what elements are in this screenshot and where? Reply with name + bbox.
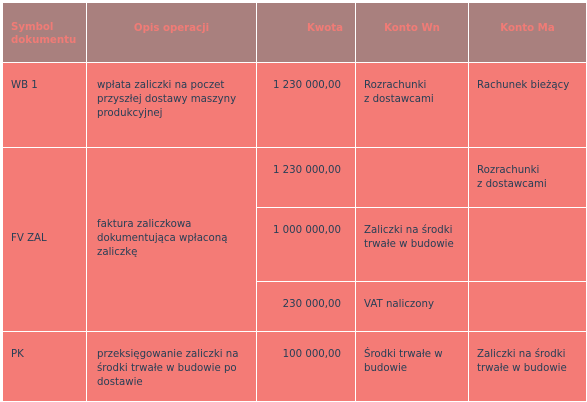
credit-account-cell: Rachunek bieżący (469, 63, 587, 148)
header-debit-account: Konto Wn (356, 3, 469, 63)
debit-account-cell: Środki trwałe w budowie (356, 332, 469, 402)
operation-description: przeksięgowanie zaliczki na środki trwałe w budowie po dostawie (87, 332, 257, 402)
document-symbol: FV ZAL (3, 148, 87, 332)
amount-cell: 230 000,00 (257, 282, 356, 332)
debit-account-cell: Rozrachunki z dostawcami (356, 63, 469, 148)
table-row (3, 63, 587, 148)
debit-account-cell: VAT naliczony (356, 282, 469, 332)
amount-cell: 1 230 000,00 (257, 63, 356, 148)
table-row (3, 148, 587, 208)
header-description: Opis operacji (87, 3, 257, 63)
header-credit-account: Konto Ma (469, 3, 587, 63)
operation-description: faktura zaliczkowa dokumentująca wpłaconą zaliczkę (87, 148, 257, 332)
credit-account-cell (469, 208, 587, 282)
table-row (3, 332, 587, 402)
debit-account-cell: Zaliczki na środki trwałe w budowie (356, 208, 469, 282)
credit-account-cell: Zaliczki na środki trwałe w budowie (469, 332, 587, 402)
amount-cell: 100 000,00 (257, 332, 356, 402)
document-symbol: WB 1 (3, 63, 87, 148)
header-symbol: Symbol dokumentu (3, 3, 87, 63)
amount-cell: 1 230 000,00 (257, 148, 356, 208)
credit-account-cell: Rozrachunki z dostawcami (469, 148, 587, 208)
amount-cell: 1 000 000,00 (257, 208, 356, 282)
operation-description: wpłata zaliczki na poczet przyszłej dostawy maszyny produkcyjnej (87, 63, 257, 148)
credit-account-cell (469, 282, 587, 332)
accounting-table (2, 2, 587, 402)
document-symbol: PK (3, 332, 87, 402)
debit-account-cell (356, 148, 469, 208)
header-row (3, 3, 587, 63)
header-amount: Kwota (257, 3, 356, 63)
